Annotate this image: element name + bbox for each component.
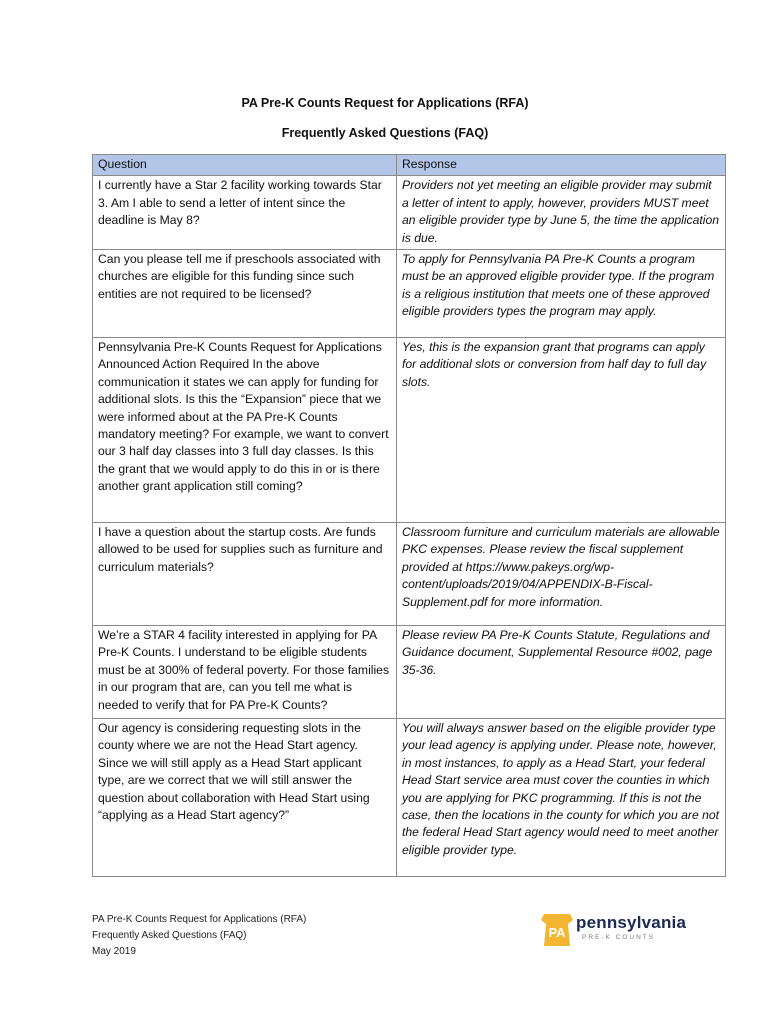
document-title: PA Pre-K Counts Request for Applications (RFA) — [241, 96, 529, 110]
table-header-row — [93, 155, 726, 176]
response-cell: You will always answer based on the eligible provider type your lead agency is applying under. Please note, however, in most instances, to apply as a Head Start, your federal Head Start service area must cover the counties in which you are applying for PKC programming. If this is not the case, then the locations in the county for which you are not the federal Head Start agency would need to meet another eligible provider type. — [397, 719, 726, 877]
question-cell: Pennsylvania Pre-K Counts Request for Applications Announced Action Required In the above communication it states we can apply for funding for additional slots. Is this the “Expansion” piece that we were informed about at the PA Pre-K Counts mandatory meeting? For example, we want to convert our 3 half day classes into 3 full day classes. Is this the grant that we would apply to do this in or is there another grant application still coming? — [93, 338, 397, 523]
page-footer — [92, 912, 306, 960]
logo-wordmark: pennsylvania — [576, 913, 687, 932]
pa-pre-k-counts-logo — [540, 912, 700, 948]
faq-table — [92, 154, 726, 877]
document-subtitle: Frequently Asked Questions (FAQ) — [281, 126, 489, 140]
table-row — [93, 338, 726, 523]
table-row — [93, 626, 726, 719]
question-cell: I have a question about the startup costs. Are funds allowed to be used for supplies such as furniture and curriculum materials? — [93, 523, 397, 626]
response-cell: Providers not yet meeting an eligible provider may submit a letter of intent to apply, however, providers MUST meet an eligible provider type by June 5, the time the application is due. — [397, 176, 726, 250]
table-row — [93, 250, 726, 338]
question-cell: I currently have a Star 2 facility working towards Star 3. Am I able to send a letter of intent since the deadline is May 8? — [93, 176, 397, 250]
response-cell: To apply for Pennsylvania PA Pre-K Counts a program must be an approved eligible provider type. If the program is a religious institution that meets one of these approved eligible providers types the program may apply. — [397, 250, 726, 338]
keystone-icon — [540, 912, 574, 948]
logo-mark-text: PA — [548, 925, 566, 940]
question-column-header: Question — [93, 155, 397, 176]
footer-line-date: May 2019 — [92, 946, 136, 957]
response-cell: Yes, this is the expansion grant that programs can apply for additional slots or conversion from half day to full day slots. — [397, 338, 726, 523]
question-cell: Can you please tell me if preschools associated with churches are eligible for this funding since such entities are not required to be licensed? — [93, 250, 397, 338]
table-row — [93, 176, 726, 250]
response-cell: Please review PA Pre-K Counts Statute, Regulations and Guidance document, Supplemental Resource #002, page 35-36. — [397, 626, 726, 719]
table-row — [93, 523, 726, 626]
footer-line-subtitle: Frequently Asked Questions (FAQ) — [92, 930, 247, 941]
question-cell: Our agency is considering requesting slots in the county where we are not the Head Start agency. Since we will still apply as a Head Start applicant type, are we correct that we will still answer the question about collaboration with Head Start using “applying as a Head Start agency?” — [93, 719, 397, 877]
logo-subtitle: PRE-K COUNTS — [582, 934, 656, 941]
response-column-header: Response — [397, 155, 726, 176]
question-cell: We’re a STAR 4 facility interested in applying for PA Pre-K Counts. I understand to be eligible students must be at 300% of federal poverty. For those families in our program that are, can you tell me what is needed to verify that for PA Pre-K Counts? — [93, 626, 397, 719]
table-row — [93, 719, 726, 877]
footer-line-title: PA Pre-K Counts Request for Applications (RFA) — [92, 914, 307, 925]
response-cell: Classroom furniture and curriculum materials are allowable PKC expenses. Please review the fiscal supplement provided at https://www.pakeys.org/wp-content/uploads/2019/04/APPENDIX-B-Fiscal-Supplement.pdf for more information. — [397, 523, 726, 626]
